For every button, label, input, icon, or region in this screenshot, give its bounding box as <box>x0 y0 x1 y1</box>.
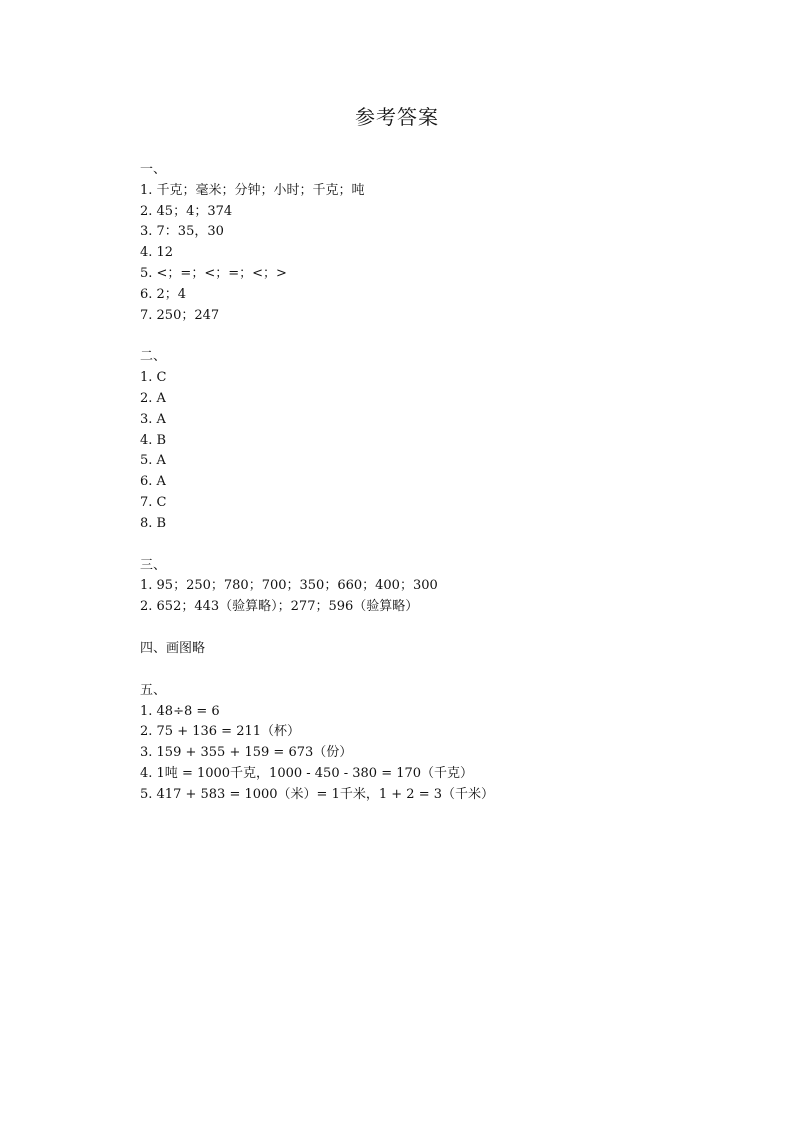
answer-section <box>140 556 740 618</box>
answer-line: 4. B <box>140 432 167 448</box>
answer-line: 3. 7：35，30 <box>140 224 224 240</box>
section-heading: 五、 <box>140 682 167 698</box>
page-title: 参考答案 <box>355 105 439 129</box>
answer-section <box>140 681 740 806</box>
section-heading: 一、 <box>140 162 167 177</box>
answer-section <box>140 160 740 326</box>
section-heading: 二、 <box>140 349 167 365</box>
answer-line: 8. B <box>140 515 167 531</box>
answer-line: 6. 2；4 <box>140 286 187 302</box>
answer-line: 4. 12 <box>140 245 174 261</box>
answer-line: 2. A <box>140 390 166 406</box>
answer-line: 3. A <box>140 411 166 427</box>
answer-section <box>140 639 740 660</box>
answer-line: 3. 159 + 355 + 159 = 673（份） <box>140 745 353 761</box>
answer-line: 2. 45；4；374 <box>140 203 233 219</box>
answer-section <box>140 347 740 534</box>
section-heading: 四、画图略 <box>140 640 206 656</box>
answer-line: 6. A <box>140 474 166 490</box>
section-heading: 三、 <box>140 557 167 573</box>
answer-line: 7. C <box>140 494 167 510</box>
answer-line: 1. 48÷8 = 6 <box>140 703 220 719</box>
answer-line: 7. 250；247 <box>140 307 220 323</box>
answer-line: 4. 1吨 = 1000千克，1000 - 450 - 380 = 170（千克） <box>140 765 474 781</box>
answer-line: 5. A <box>140 453 166 469</box>
answer-line: 1. 95；250；780；700；350；660；400；300 <box>140 578 438 594</box>
answer-line: 1. C <box>140 370 167 386</box>
answer-line: 5. <；=；<；=；<；> <box>140 265 287 281</box>
answer-line: 5. 417 + 583 = 1000（米）= 1千米，1 + 2 = 3（千米） <box>140 786 494 802</box>
answer-line: 1. 千克；毫米；分钟；小时；千克；吨 <box>140 182 365 198</box>
answer-line: 2. 652；443（验算略）；277；596（验算略） <box>140 599 419 615</box>
answer-content <box>140 160 740 806</box>
answer-line: 2. 75 + 136 = 211（杯） <box>140 724 301 740</box>
